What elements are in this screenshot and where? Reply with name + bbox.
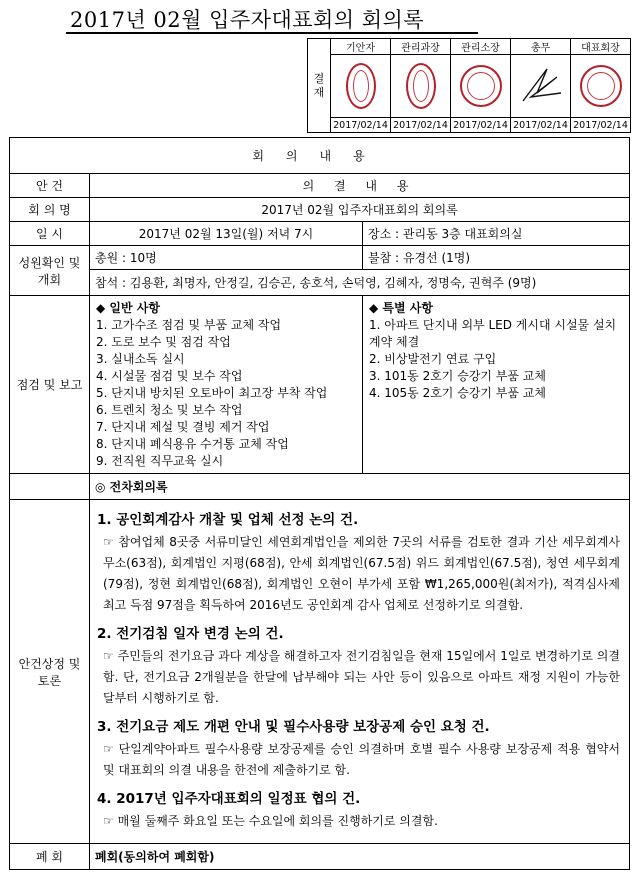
list-item: 5. 단지내 방치된 오토바이 최고장 부착 작업 xyxy=(96,386,328,400)
discussion-content xyxy=(90,500,630,844)
list-item: 4. 105동 2호기 승강기 부품 교체 xyxy=(369,386,546,400)
list-item: 1. 아파트 단지내 외부 LED 게시대 시설물 설치 계약 체결 xyxy=(369,318,617,349)
title-underline xyxy=(66,32,478,34)
approval-date: 2017/02/14 xyxy=(331,118,391,133)
agenda-item-title: 1. 공인회계감사 개찰 및 업체 선정 논의 건. xyxy=(97,512,359,528)
approval-label: 결 재 xyxy=(308,39,331,133)
meeting-datetime: 2017년 02월 13일(월) 저녁 7시 xyxy=(90,222,363,246)
list-item: 1. 고가수조 점검 및 부품 교체 작업 xyxy=(96,318,282,332)
list-item: 3. 101동 2호기 승강기 부품 교체 xyxy=(369,369,546,383)
agenda-item-title: 3. 전기요금 제도 개편 안내 및 필수사용량 보장공제 승인 요청 건. xyxy=(97,719,490,735)
general-matters xyxy=(90,296,363,474)
general-list xyxy=(96,317,358,470)
special-list xyxy=(369,317,623,402)
approval-signature xyxy=(571,55,631,118)
agenda-value: 의 결 내 용 xyxy=(90,174,630,198)
seal-stamp-icon xyxy=(580,65,622,107)
approval-date: 2017/02/14 xyxy=(451,118,511,133)
list-item: 6. 트렌치 청소 및 보수 작업 xyxy=(96,403,243,417)
agenda-item-title: 4. 2017년 입주자대표회의 일정표 협의 건. xyxy=(97,791,361,807)
approval-position: 관리소장 xyxy=(451,39,511,55)
approval-signature xyxy=(451,55,511,118)
meeting-name-label: 회 의 명 xyxy=(10,198,90,222)
prev-minutes-label xyxy=(10,474,90,500)
quorum-label: 성원확인 및 개회 xyxy=(10,246,90,296)
approval-signature xyxy=(331,55,391,118)
agenda-item-body: ☞ 단일계약아파트 필수사용량 보장공제를 승인 의결하며 호별 필수 사용량 보장공제 적용 협약서 및 대표회의 의결 내용을 한전에 제출하기로 함. xyxy=(103,742,620,777)
absent-members: 불참 : 유경선 (1명) xyxy=(363,246,630,270)
datetime-label: 일 시 xyxy=(10,222,90,246)
document-title: 2017년 02월 입주자대표회의 회의록 xyxy=(70,8,425,32)
agenda-item-body: ☞ 주민들의 전기요금 과다 계상을 해결하고자 전기검침일을 현재 15일에서 1일로 변경하기로 의결함. 단, 전기요금 2개월분을 한달에 납부해야 되는 사안 등이 있음으로 아파트 재정 지원이 가능한 달부터 시행하기로 함. xyxy=(103,649,620,705)
approval-date: 2017/02/14 xyxy=(571,118,631,133)
minutes-table xyxy=(9,137,630,870)
seal-stamp-icon xyxy=(460,65,502,107)
approval-date: 2017/02/14 xyxy=(391,118,451,133)
report-label: 점검 및 보고 xyxy=(10,296,90,474)
agenda-item-body: ☞ 매월 둘째주 화요일 또는 수요일에 회의를 진행하기로 의결함. xyxy=(103,814,438,828)
closing-label: 폐 회 xyxy=(10,844,90,870)
seal-stamp-icon xyxy=(346,63,376,109)
agenda-item-body: ☞ 참여업체 8곳중 서류미달인 세연회계법인을 제외한 7곳의 서류를 검토한 결과 기산 세무회계사무소(63점), 회계법인 지평(68점), 안세 회계법인(67.5점) 위드 회계법인(67.5점), 청연 세무회계(79점), 정현 회계법인(68점), 회계법인 오현이 부가세 포함 ₩1,265,000원(최저가), 적격심사제 최고 득점 97점을 획득하여 2016년도 공인회계 감사 업체로 선정하기로 의결함. xyxy=(103,535,620,612)
approval-signature xyxy=(391,55,451,118)
section-header: 회의내용 xyxy=(10,138,630,174)
list-item: 2. 도로 보수 및 점검 작업 xyxy=(96,335,231,349)
approval-position: 대표회장 xyxy=(571,39,631,55)
closing-text: 폐회(동의하여 폐회함) xyxy=(90,844,630,870)
meeting-name: 2017년 02월 입주자대표회의 회의록 xyxy=(90,198,630,222)
list-item: 9. 전직원 직무교육 실시 xyxy=(96,454,224,468)
discussion-label: 안건상정 및 토론 xyxy=(10,500,90,844)
attendees: 참석 : 김용환, 최명자, 안정길, 김승곤, 송호석, 손덕영, 김혜자, 정명숙, 권혁주 (9명) xyxy=(90,270,630,296)
list-item: 8. 단지내 폐식용유 수거통 교체 작업 xyxy=(96,437,289,451)
special-matters xyxy=(363,296,630,474)
handwritten-signature-icon xyxy=(517,63,565,107)
approval-signature xyxy=(511,55,571,118)
special-title: ◆ 특별 사항 xyxy=(369,301,433,315)
approval-position: 기안자 xyxy=(331,39,391,55)
seal-stamp-icon xyxy=(406,63,436,109)
list-item: 3. 실내소독 실시 xyxy=(96,352,185,366)
list-item: 2. 비상발전기 연료 구입 xyxy=(369,352,497,366)
list-item: 4. 시설물 점검 및 보수 작업 xyxy=(96,369,243,383)
approval-position: 총무 xyxy=(511,39,571,55)
prev-minutes: ◎ 전차회의록 xyxy=(90,474,630,500)
approval-box xyxy=(307,38,631,133)
list-item: 7. 단지내 제설 및 결빙 제거 작업 xyxy=(96,420,270,434)
meeting-place: 장소 : 관리동 3층 대표회의실 xyxy=(363,222,630,246)
agenda-item-title: 2. 전기검침 일자 변경 논의 건. xyxy=(97,626,284,642)
total-members: 총원 : 10명 xyxy=(90,246,363,270)
approval-position: 관리과장 xyxy=(391,39,451,55)
agenda-label: 안 건 xyxy=(10,174,90,198)
general-title: ◆ 일반 사항 xyxy=(96,301,160,315)
approval-date: 2017/02/14 xyxy=(511,118,571,133)
